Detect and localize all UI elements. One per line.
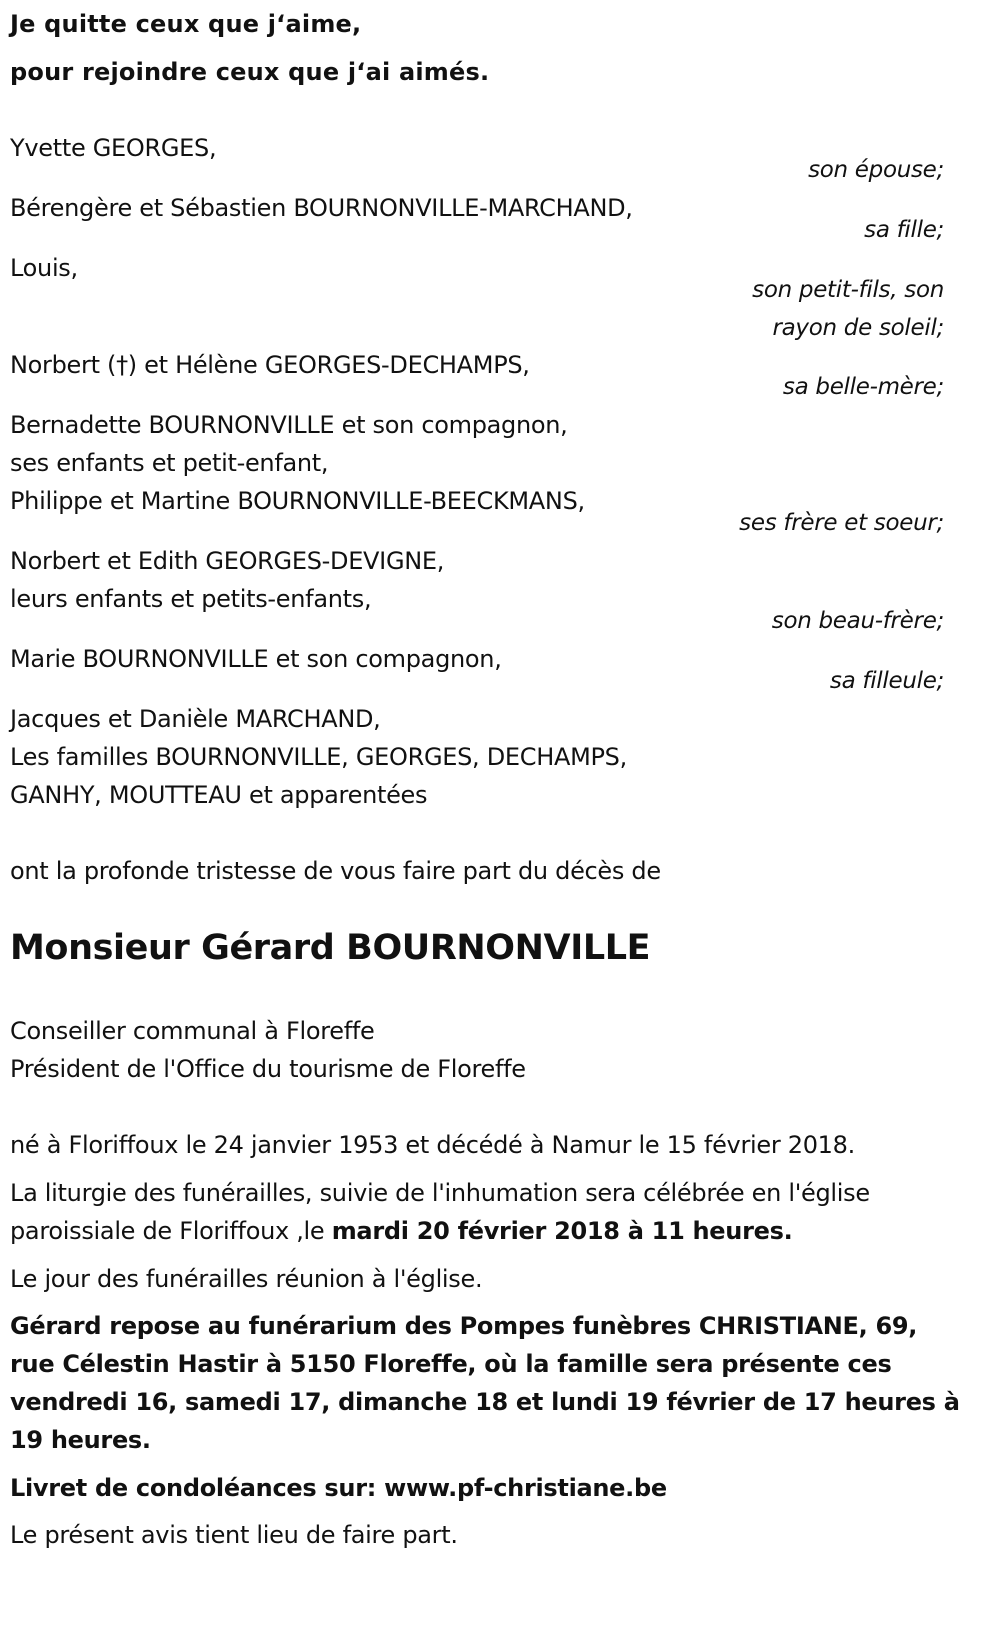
family-member-name: Jacques et Danièle MARCHAND, — [10, 705, 381, 733]
deceased-title: Président de l'Office du tourisme de Floreffe — [10, 1055, 526, 1083]
visitation-text: vendredi 16, samedi 17, dimanche 18 et lundi 19 février de 17 heures à — [10, 1388, 960, 1416]
liturgy-text: La liturgie des funérailles, suivie de l'inhumation sera célébrée en l'église — [10, 1179, 870, 1207]
visitation-text: 19 heures. — [10, 1426, 151, 1454]
family-member-relation: sa fille; — [864, 217, 944, 243]
epigraph-line-1: Je quitte ceux que j‘aime, — [10, 10, 362, 38]
family-member-name: Les familles BOURNONVILLE, GEORGES, DECHAMPS, — [10, 743, 627, 771]
announcement-text: ont la profonde tristesse de vous faire part du décès de — [10, 857, 661, 885]
family-member-relation: rayon de soleil; — [772, 315, 944, 341]
family-member-name: Norbert et Edith GEORGES-DEVIGNE, — [10, 547, 445, 575]
liturgy-text: paroissiale de Floriffoux ,le mardi 20 février 2018 à 11 heures. — [10, 1217, 793, 1245]
closing-text: Le présent avis tient lieu de faire part. — [10, 1521, 458, 1549]
family-member-relation: son beau-frère; — [771, 608, 944, 634]
family-member-name: Marie BOURNONVILLE et son compagnon, — [10, 645, 502, 673]
family-member-name: Louis, — [10, 254, 78, 282]
family-member-relation: sa belle-mère; — [782, 374, 944, 400]
visitation-text: Gérard repose au funérarium des Pompes funèbres CHRISTIANE, 69, — [10, 1312, 918, 1340]
condolences-link[interactable]: www.pf-christiane.be — [384, 1474, 667, 1502]
family-member-relation: son épouse; — [808, 157, 944, 183]
family-member-name: Bernadette BOURNONVILLE et son compagnon, — [10, 411, 568, 439]
liturgy-date: mardi 20 février 2018 à 11 heures. — [331, 1217, 793, 1245]
family-member-name: GANHY, MOUTTEAU et apparentées — [10, 781, 428, 809]
family-member-name: Norbert (†) et Hélène GEORGES-DECHAMPS, — [10, 351, 530, 379]
deceased-title: Conseiller communal à Floreffe — [10, 1017, 375, 1045]
family-member-name: ses enfants et petit-enfant, — [10, 449, 329, 477]
family-member-relation: son petit-fils, son — [752, 277, 944, 303]
family-member-relation: sa filleule; — [829, 668, 944, 694]
birth-death-text: né à Floriffoux le 24 janvier 1953 et décédé à Namur le 15 février 2018. — [10, 1131, 855, 1159]
reunion-text: Le jour des funérailles réunion à l'église. — [10, 1265, 483, 1293]
family-member-name: Philippe et Martine BOURNONVILLE-BEECKMANS, — [10, 487, 585, 515]
condolences-line: Livret de condoléances sur: www.pf-christiane.be — [10, 1474, 667, 1502]
family-member-name: Bérengère et Sébastien BOURNONVILLE-MARCHAND, — [10, 194, 633, 222]
deceased-name: Monsieur Gérard BOURNONVILLE — [10, 928, 651, 968]
family-member-relation: ses frère et soeur; — [739, 510, 944, 536]
family-member-name: leurs enfants et petits-enfants, — [10, 585, 372, 613]
visitation-text: rue Célestin Hastir à 5150 Floreffe, où la famille sera présente ces — [10, 1350, 892, 1378]
cross-icon: † — [116, 351, 128, 379]
family-member-name: Yvette GEORGES, — [10, 134, 217, 162]
epigraph-line-2: pour rejoindre ceux que j‘ai aimés. — [10, 58, 490, 86]
